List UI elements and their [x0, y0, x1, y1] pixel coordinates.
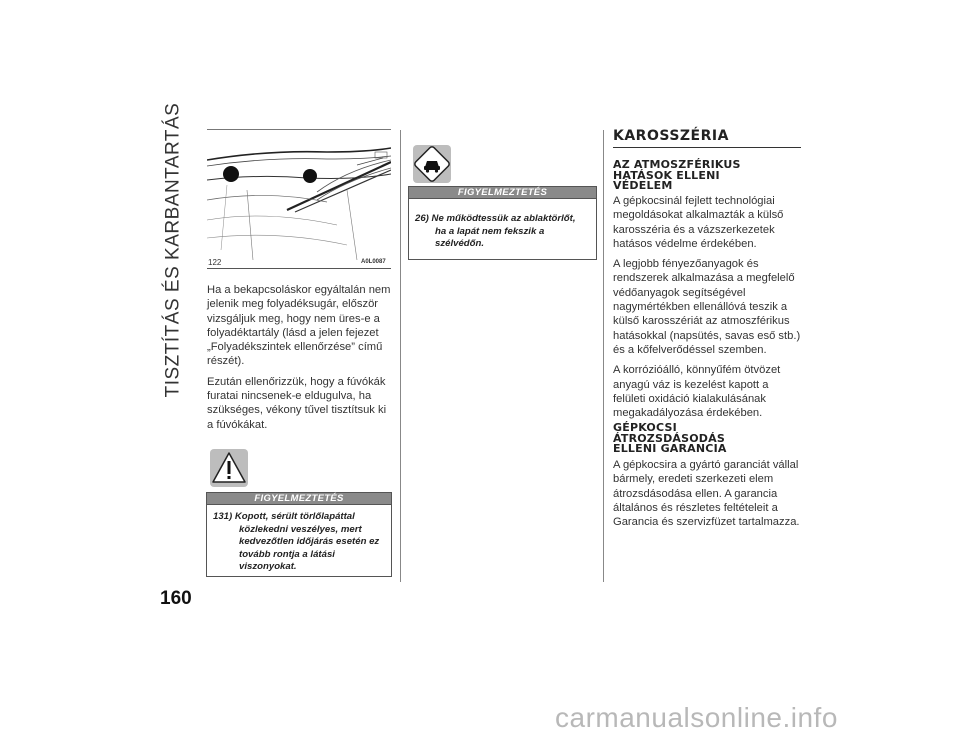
page-number: 160 — [160, 588, 192, 609]
subsection-heading — [613, 160, 803, 192]
subsection-heading — [613, 423, 803, 455]
paragraph: A gépkocsinál fejlett technológiai megoldásokat alkalmazták a külső karosszéria és a vázszerkezetek hatásos védelme érdekében. — [613, 195, 784, 250]
warning-number: 131) — [213, 511, 233, 522]
wiper-illustration — [207, 130, 391, 268]
wiper-nozzle-figure — [207, 129, 391, 269]
column1-body — [207, 283, 393, 438]
paragraph: A korrózióálló, könnyűfém ötvözet anyagú váz is kezelést kapott a felületi oxidáció kialakulásának megakadályozása érdekében. — [613, 364, 781, 420]
warning-text-rest: ha a lapát nem fekszik a szélvédőn. — [435, 225, 545, 249]
watermark: carmanualsonline.info — [555, 702, 838, 733]
heading-line: AZ ATMOSZFÉRIKUS — [613, 158, 741, 171]
column-divider-2 — [603, 130, 604, 582]
warning-text-first: Ne működtessük az ablaktörlőt, — [431, 213, 576, 224]
warning-number: 26) — [415, 213, 429, 224]
section-heading-karosszeria: KAROSSZÉRIA — [613, 128, 801, 148]
section-body — [613, 458, 803, 535]
warning-title-bar: FIGYELMEZTETÉS — [206, 492, 392, 505]
heading-line: VÉDELEM — [613, 179, 673, 192]
warning-text-first: Kopott, sérült törlőlapáttal — [234, 511, 355, 522]
figure-code: A0L0087 — [361, 259, 386, 265]
column-divider-1 — [400, 130, 401, 582]
chapter-title-text: TISZTÍTÁS ÉS KARBANTARTÁS — [162, 102, 183, 398]
paragraph: Ha a bekapcsoláskor egyáltalán nem jelenik meg folyadéksugár, először vizsgáljuk meg, hogy nem üres-e a folyadéktartály (lásd a jelen fejezet „Folyadékszintek ellenőrzése” című részét). — [207, 284, 391, 368]
section-body — [613, 194, 803, 426]
paragraph: Ezután ellenőrizzük, hogy a fúvókák furatai nincsenek-e eldugulva, ha szükséges, vékony tűvel tisztítsuk ki a fúvókákat. — [207, 375, 387, 431]
heading-line: GÉPKOCSI — [613, 421, 677, 434]
exclamation-warning-icon — [210, 449, 248, 487]
warning-text-rest: közlekedni veszélyes, mert kedvezőtlen időjárás esetén ez tovább rontja a látási viszonyokat. — [239, 523, 380, 572]
paragraph: A gépkocsira a gyártó garanciát vállal bármely, eredeti szerkezeti elem átrozsdásodása ellen. A garancia általános és részletes feltételeit a Garancia és szervizfüzet tartalmazza. — [613, 459, 800, 529]
figure-number: 122 — [208, 258, 222, 267]
warning-box — [206, 505, 392, 577]
heading-line: HATÁSOK ELLENI — [613, 168, 720, 182]
warning-title-bar: FIGYELMEZTETÉS — [408, 186, 597, 199]
warning-box — [408, 199, 597, 260]
car-warning-icon — [413, 145, 451, 183]
chapter-side-title — [152, 102, 194, 398]
heading-line: ELLENI GARANCIA — [613, 442, 727, 455]
heading-line: ÁTROZSDÁSODÁS — [613, 431, 725, 445]
paragraph: A legjobb fényezőanyagok és rendszerek alkalmazása a megfelelő védőanyagok segítségével nagymértékben ellenállóvá teszik a külső karosszériát az atmoszférikus hatásokkal (napsütés, savas eső stb.) és a kőfelverődéssel szemben. — [613, 258, 801, 356]
